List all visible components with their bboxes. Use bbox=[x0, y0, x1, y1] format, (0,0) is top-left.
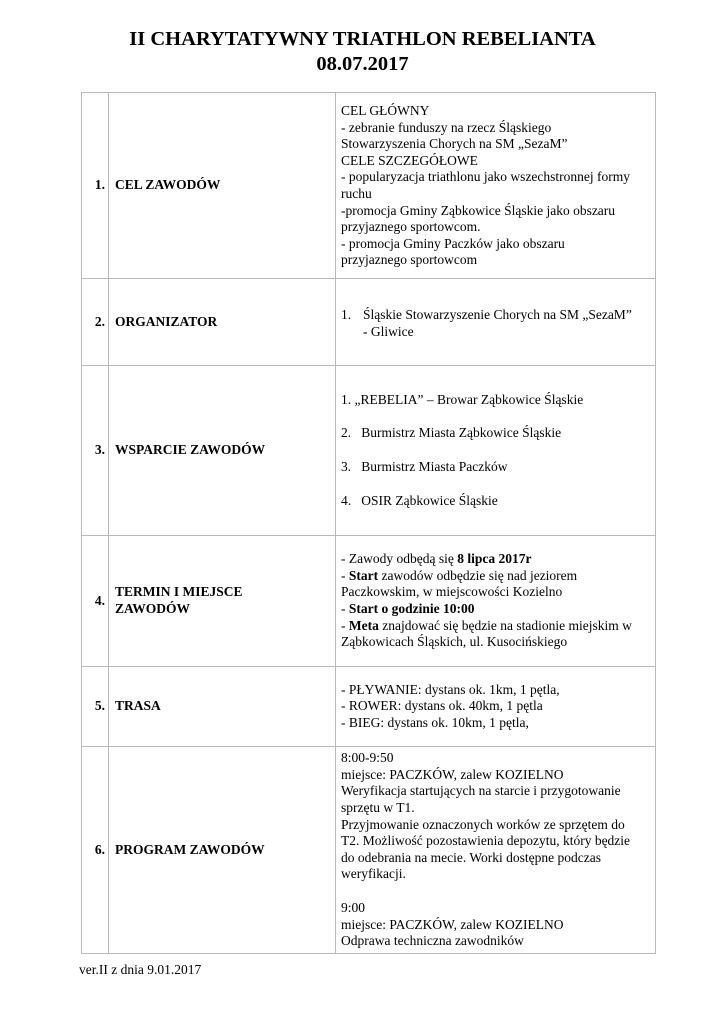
desc-line: Ząbkowicach Śląskich, ul. Kusocińskiego bbox=[341, 634, 568, 650]
title-line-1: II CHARYTATYWNY TRIATHLON REBELIANTA bbox=[129, 28, 596, 50]
desc-line: 9:00 bbox=[341, 899, 366, 915]
list-item: 3. Burmistrz Miasta Paczków bbox=[341, 459, 508, 474]
desc-line: 8:00-9:50 bbox=[341, 750, 394, 766]
desc-line: przyjaznego sportowcom bbox=[341, 252, 478, 268]
desc-line: Przyjmowanie oznaczonych worków ze sprzętem do bbox=[341, 816, 625, 832]
table-row bbox=[82, 366, 656, 536]
row-number: 5. bbox=[82, 667, 109, 747]
table-row bbox=[82, 667, 656, 747]
desc-line: - zebranie funduszy na rzecz Śląskiego bbox=[341, 119, 552, 135]
row-number: 1. bbox=[82, 93, 109, 279]
row-description bbox=[336, 667, 656, 747]
desc-line: - popularyzacja triathlonu jako wszechstronnej formy bbox=[341, 169, 631, 185]
version-footer: ver.II z dnia 9.01.2017 bbox=[79, 962, 202, 977]
document-title bbox=[0, 27, 725, 77]
bold-start: Start bbox=[348, 567, 379, 583]
row-number: 4. bbox=[82, 536, 109, 667]
bold-date: 8 lipca 2017r bbox=[457, 551, 532, 567]
title-line-2: 08.07.2017 bbox=[316, 53, 409, 75]
row-label-line: ZAWODÓW bbox=[115, 601, 191, 616]
spacer bbox=[341, 883, 651, 900]
row-label: PROGRAM ZAWODÓW bbox=[109, 747, 336, 954]
bold-start-time: Start o godzinie 10:00 bbox=[348, 601, 475, 616]
desc-line: T2. Możliwość pozostawienia depozytu, który będzie bbox=[341, 833, 631, 849]
desc-line: ruchu bbox=[341, 186, 372, 201]
table-row bbox=[82, 536, 656, 667]
row-number: 3. bbox=[82, 366, 109, 536]
item-number: 1. bbox=[341, 307, 352, 323]
text-run: - Zawody odbędą się bbox=[341, 551, 458, 567]
row-number: 6. bbox=[82, 747, 109, 954]
row-description bbox=[336, 366, 656, 536]
desc-line bbox=[341, 551, 651, 568]
list-item: 1. „REBELIA” – Browar Ząbkowice Śląskie bbox=[341, 391, 584, 407]
spacer bbox=[341, 442, 651, 459]
spacer bbox=[341, 476, 651, 493]
desc-line: - ROWER: dystans ok. 40km, 1 pętla bbox=[341, 698, 543, 714]
text-run: zawodów odbędzie się nad jeziorem bbox=[378, 567, 578, 583]
text-run: - bbox=[341, 567, 349, 583]
desc-line: miejsce: PACZKÓW, zalew KOZIELNO bbox=[341, 916, 564, 932]
text-run: - bbox=[341, 617, 349, 633]
row-label: CEL ZAWODÓW bbox=[109, 93, 336, 279]
desc-line: CELE SZCZEGÓŁOWE bbox=[341, 152, 478, 168]
row-number: 2. bbox=[82, 279, 109, 366]
info-table bbox=[81, 92, 656, 954]
desc-line: sprzętu w T1. bbox=[341, 800, 415, 816]
desc-line: - promocja Gminy Paczków jako obszaru bbox=[341, 235, 565, 251]
table-row bbox=[82, 279, 656, 366]
desc-line: Odprawa techniczna zawodników bbox=[341, 933, 524, 949]
row-description bbox=[336, 536, 656, 667]
text-run: - bbox=[341, 601, 349, 616]
table-row bbox=[82, 93, 656, 279]
desc-line: CEL GŁÓWNY bbox=[341, 103, 430, 119]
row-label bbox=[109, 536, 336, 667]
desc-line: przyjaznego sportowcom. bbox=[341, 219, 481, 235]
bold-finish: Meta bbox=[348, 617, 379, 633]
desc-line: Stowarzyszenia Chorych na SM „SezaM” bbox=[341, 136, 568, 152]
desc-line: do odebrania na mecie. Worki dostępne podczas bbox=[341, 849, 601, 865]
desc-line: Weryfikacja startujących na starcie i przygotowanie bbox=[341, 783, 621, 799]
desc-line bbox=[341, 601, 651, 618]
desc-line bbox=[341, 568, 651, 585]
row-description bbox=[336, 93, 656, 279]
desc-line: Paczkowskim, w miejscowości Kozielno bbox=[341, 584, 563, 600]
item-text: Śląskie Stowarzyszenie Chorych na SM „SezaM” bbox=[363, 307, 632, 323]
row-label: WSPARCIE ZAWODÓW bbox=[109, 366, 336, 536]
row-description bbox=[336, 747, 656, 954]
table-row bbox=[82, 747, 656, 954]
desc-line: - BIEG: dystans ok. 10km, 1 pętla, bbox=[341, 714, 529, 730]
desc-line: - PŁYWANIE: dystans ok. 1km, 1 pętla, bbox=[341, 681, 560, 697]
row-description bbox=[336, 279, 656, 366]
row-label: ORGANIZATOR bbox=[109, 279, 336, 366]
text-run: znajdować się będzie na stadionie miejskim w bbox=[378, 617, 632, 633]
spacer bbox=[341, 408, 651, 425]
desc-line: -promocja Gminy Ząbkowice Śląskie jako obszaru bbox=[341, 202, 616, 218]
desc-line: miejsce: PACZKÓW, zalew KOZIELNO bbox=[341, 766, 564, 782]
row-label-line: TERMIN I MIEJSCE bbox=[115, 584, 243, 600]
list-item: 4. OSIR Ząbkowice Śląskie bbox=[341, 492, 498, 508]
numbered-item bbox=[341, 307, 651, 340]
item-text: - Gliwice bbox=[363, 324, 414, 339]
desc-line bbox=[341, 618, 651, 635]
desc-line: weryfikacji. bbox=[341, 866, 406, 882]
row-label: TRASA bbox=[109, 667, 336, 747]
list-item: 2. Burmistrz Miasta Ząbkowice Śląskie bbox=[341, 425, 562, 441]
